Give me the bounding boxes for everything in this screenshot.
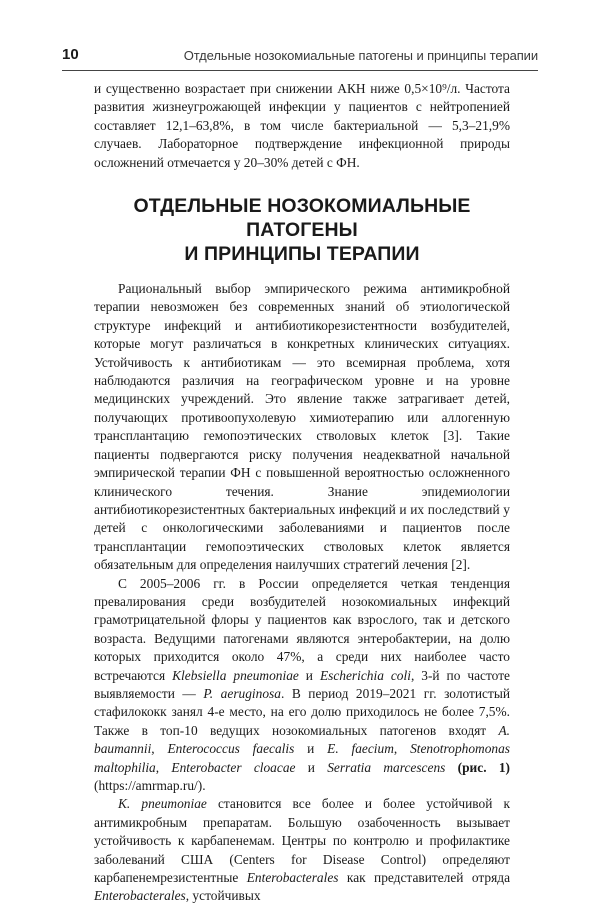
figure-reference: (рис. 1) [457, 759, 510, 775]
text-run: , [393, 741, 411, 757]
text-run: . В период 2019–2021 гг. золотистый стафилококк занял 4-е место, на его долю приходилось не более 7,5%. Также в топ-10 ведущих нозокомиальных патогенов входят [94, 685, 510, 738]
text-run: С 2005–2006 гг. в России определяется четкая тенденция превалирования среди возбудителей нозокомиальных инфекций грамотрицательной флоры у пациентов как взрослого, так и детского возраста. Ведущими патогенами являются энтеробактерии, на долю которых приходится около 47%, а среди них наиболее часто встречаются [94, 575, 510, 683]
organism-name: Enterobacterales [94, 888, 186, 904]
text-run: , [151, 741, 168, 757]
organism-name: E. faecium [327, 741, 394, 757]
paragraph-pathogen-trends [94, 575, 510, 796]
organism-name: Stenotrophomonas maltophilia [94, 741, 510, 775]
organism-name: Escherichia coli [319, 667, 411, 683]
organism-name: Enterobacter cloacae [171, 759, 296, 775]
section-heading-line-1: ОТДЕЛЬНЫЕ НОЗОКОМИАЛЬНЫЕ ПАТОГЕНЫ [133, 195, 471, 242]
paragraph-rational-choice: Рациональный выбор эмпирического режима антимикробной терапии невозможен без современных знаний об этиологической структуре инфекций и антибиотикорезистентности возбудителей, которые могут различаться в конкретных клинических ситуациях. Устойчивость к антибиотикам — это всемирная проблема, хотя наблюдаются различия на географическом уровне и на уровне медицинских учреждений. Это явление также затрагивает детей, получающих противоопухолевую химиотерапию или аллогенную трансплантацию гемопоэтических стволовых клеток [3]. Такие пациенты подвергаются риску получения неадекватной начальной эмпирической терапии ФН с повышенной вероятностью осложненного клинического течения. Знание эпидемиологии антибиотикорезистентных бактериальных инфекций и их последствий у детей с онкологическими заболеваниями и пациентов после трансплантации гемопоэтических стволовых клеток является обязательным для определения наилучших стратегий лечения [2]. [94, 281, 510, 573]
running-header [62, 46, 538, 63]
paragraph-klebsiella-resistance [94, 795, 510, 905]
organism-name: A. baumannii [94, 722, 510, 757]
body-text [94, 80, 510, 906]
organism-name: K. pneumoniae [118, 796, 207, 812]
section-heading [94, 194, 510, 266]
text-run: и [298, 667, 320, 683]
organism-name: Serratia marcescens [327, 759, 446, 775]
intro-paragraph: и существенно возрастает при снижении АКН ниже 0,5×10⁹/л. Частота развития жизнеугрожающей инфекции у пациентов с нейтропенией составляет 12,1–63,8%, в том числе бактериальной — 5,3–21,9% случаев. Лабораторное подтверждение инфекционной природы осложнений отмечается у 20–30% детей с ФН. [94, 81, 510, 170]
text-run [445, 760, 457, 775]
organism-name: Enterococcus faecalis [167, 741, 295, 757]
text-run: (https://amrmap.ru/). [94, 778, 206, 793]
running-title: Отдельные нозокомиальные патогены и принципы терапии [183, 48, 538, 63]
organism-name: Enterobacterales [246, 870, 339, 886]
organism-name: Klebsiella pneumoniae [172, 667, 299, 683]
page-number: 10 [62, 46, 79, 63]
section-heading-line-2: И ПРИНЦИПЫ ТЕРАПИИ [184, 243, 420, 266]
text-run: и [294, 741, 328, 757]
organism-name: P. aeruginosa [203, 685, 281, 701]
text-run: , устойчивых [185, 888, 261, 904]
text-run: , [155, 759, 172, 775]
text-run: становится все более и более устойчивой к антимикробным препаратам. Большую озабоченность вызывает устойчивость к карбапенемам. Центры по контролю и профилактике заболеваний США (Centers for Disease Control) определяют карбапенемрезистентные [94, 796, 510, 886]
text-run: и [295, 759, 328, 775]
text-run: как представителей отряда [338, 870, 511, 886]
header-rule [62, 70, 538, 71]
text-run: , 3-й по частоте выявляемости — [94, 667, 510, 701]
